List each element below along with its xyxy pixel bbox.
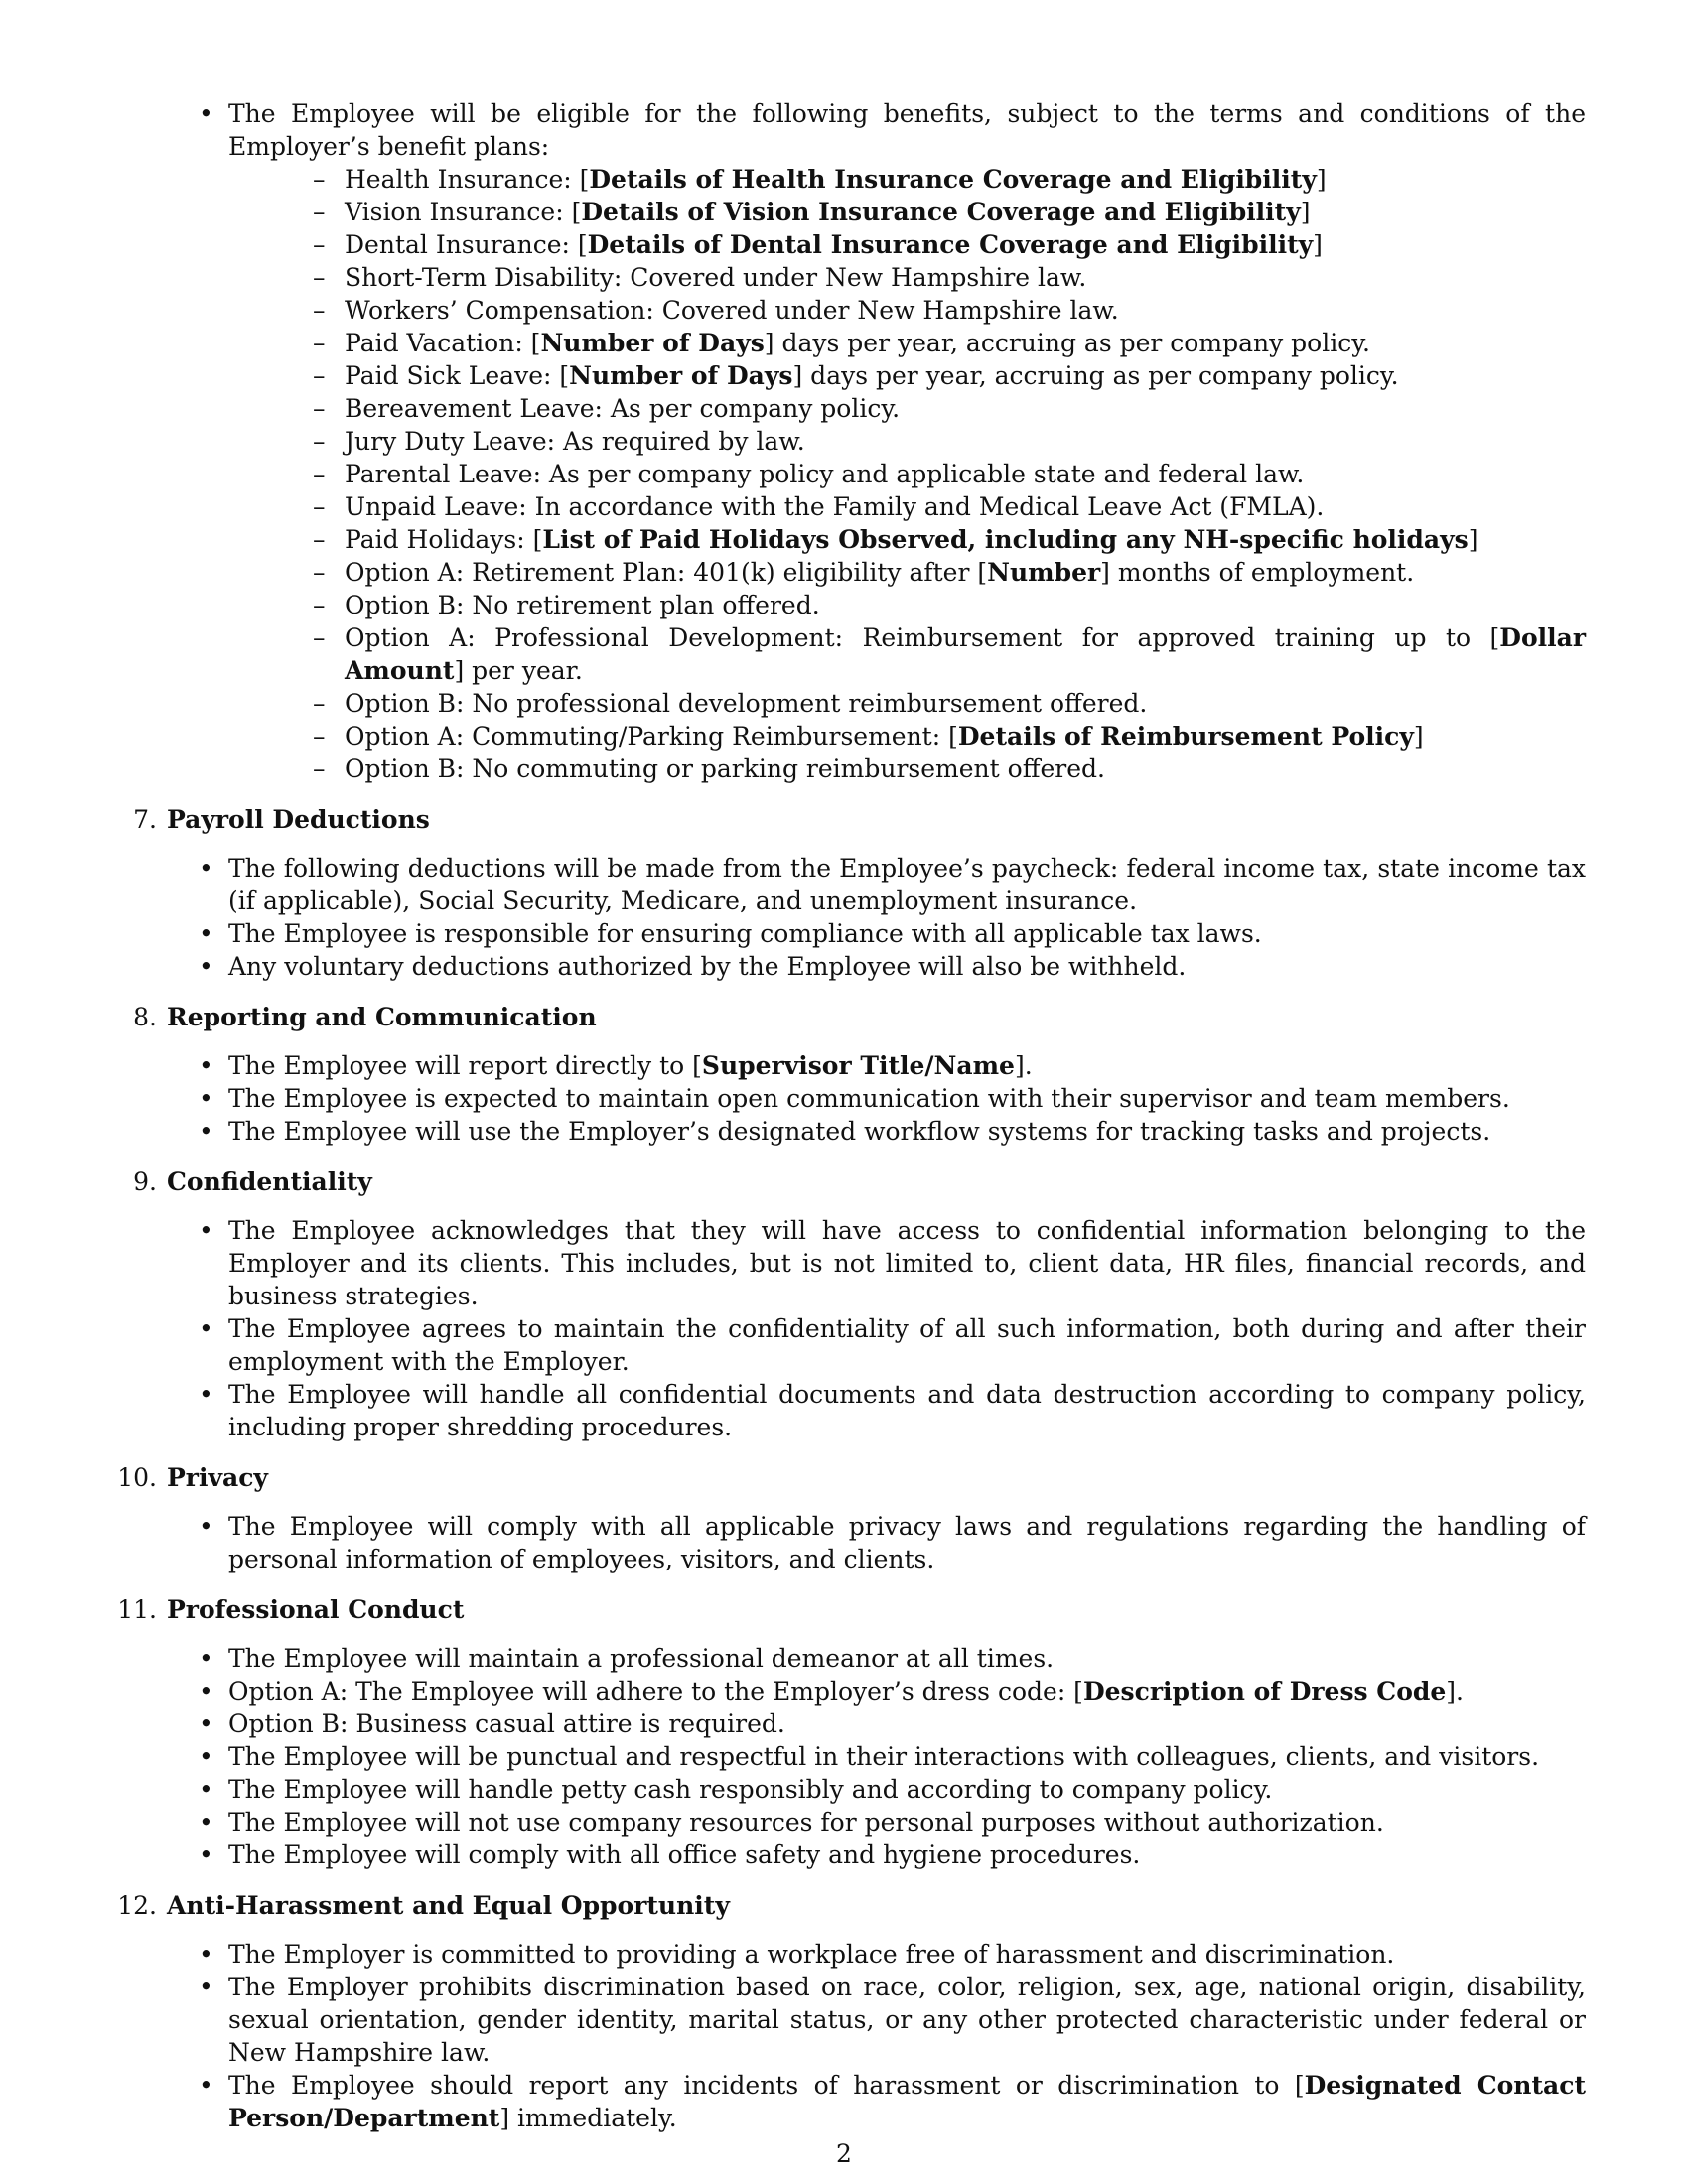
sections.4.items.1-text: Option A: The Employee will adhere to the Employer’s dress code: [ <box>228 1677 1083 1706</box>
dash-bullet: – <box>313 460 326 488</box>
benefits-sublist <box>228 163 1586 785</box>
section-heading <box>117 1593 1586 1626</box>
section-title: Privacy <box>167 1463 268 1492</box>
sections.1.items.0-placeholder: Supervisor Title/Name <box>701 1051 1015 1080</box>
bullet-item <box>164 852 1586 917</box>
dash-bullet: – <box>313 361 326 390</box>
benefit-item <box>228 392 1586 425</box>
benefit-item <box>228 163 1586 196</box>
section-bullets <box>164 1049 1586 1148</box>
benefits.16-placeholder: Details of Reimbursement Policy <box>957 722 1414 751</box>
benefits.9-text: Parental Leave: As per company policy and applicable state and federal law. <box>345 460 1305 488</box>
sections.4.items.5-text: The Employee will not use company resources for personal purposes without authorization. <box>228 1808 1384 1837</box>
sections.5.items.2-text-end: ] immediately. <box>499 2104 677 2132</box>
benefit-item <box>228 196 1586 228</box>
section-number: 12. <box>117 1891 157 1920</box>
sections.4.items.3-text: The Employee will be punctual and respectful in their interactions with colleagues, clients, and visitors. <box>228 1742 1540 1771</box>
sections.5.items.2-text: The Employee should report any incidents of harassment or discrimination to [ <box>228 2071 1305 2100</box>
benefits.17-text: Option B: No commuting or parking reimbursement offered. <box>345 754 1105 783</box>
benefits.10-text: Unpaid Leave: In accordance with the Family and Medical Leave Act (FMLA). <box>345 492 1325 521</box>
section-heading <box>117 1889 1586 1922</box>
bullet-item <box>164 1806 1586 1839</box>
section-bullets <box>164 852 1586 983</box>
benefits.1-text: Vision Insurance: [ <box>345 198 582 226</box>
bullet-item <box>164 1839 1586 1871</box>
benefits.0-text-end: ] <box>1316 165 1327 194</box>
section <box>133 1165 1586 1443</box>
sections.3.items.0-text: The Employee will comply with all applicable privacy laws and regulations regarding the handling of personal information of employees, visitors, and clients. <box>228 1512 1586 1573</box>
sections.1.items.0-text-end: ]. <box>1014 1051 1033 1080</box>
dash-bullet: – <box>313 198 326 226</box>
sections.5.items.0-text: The Employer is committed to providing a workplace free of harassment and discrimination. <box>228 1940 1395 1969</box>
benefits.14-text: Option A: Professional Development: Reimbursement for approved training up to [ <box>345 623 1500 652</box>
benefits.8-text: Jury Duty Leave: As required by law. <box>345 427 805 456</box>
section-number: 8. <box>133 1003 157 1031</box>
section-bullets <box>164 1938 1586 2134</box>
benefits.11-text: Paid Holidays: [ <box>345 525 543 554</box>
benefits.11-text-end: ] <box>1468 525 1478 554</box>
benefits.12-text: Option A: Retirement Plan: 401(k) eligibility after [ <box>345 558 988 587</box>
benefit-item <box>228 327 1586 359</box>
bullet-item <box>164 1938 1586 1971</box>
section-heading <box>133 1001 1586 1033</box>
bullet-item <box>164 1049 1586 1082</box>
benefits.16-text-end: ] <box>1413 722 1424 751</box>
benefit-item <box>228 589 1586 621</box>
benefits.6-text-end: ] days per year, accruing as per company policy. <box>792 361 1399 390</box>
bullet-item <box>164 1740 1586 1773</box>
benefit-item <box>228 294 1586 327</box>
benefits.5-text-end: ] days per year, accruing as per company policy. <box>764 329 1370 357</box>
section-number: 10. <box>117 1463 157 1492</box>
bullet-item <box>164 917 1586 950</box>
sections.1.items.2-text: The Employee will use the Employer’s designated workflow systems for tracking tasks and projects. <box>228 1117 1491 1146</box>
bullet-item <box>164 1312 1586 1378</box>
sections.4.items.4-text: The Employee will handle petty cash responsibly and according to company policy. <box>228 1775 1273 1804</box>
benefit-item <box>228 752 1586 785</box>
bullet-item <box>164 1115 1586 1148</box>
dash-bullet: – <box>313 689 326 718</box>
benefits-intro-text: The Employee will be eligible for the following benefits, subject to the terms and conditions of the Employer’s benefit plans: <box>228 99 1586 161</box>
bullet-item <box>164 1971 1586 2069</box>
sections.4.items.1-text-end: ]. <box>1446 1677 1464 1706</box>
benefits.0-placeholder: Details of Health Insurance Coverage and Eligibility <box>589 165 1317 194</box>
section-number: 9. <box>133 1167 157 1196</box>
dash-bullet: – <box>313 329 326 357</box>
bullet-item <box>164 1707 1586 1740</box>
benefits.14-placeholder: Dollar Amount <box>345 623 1586 685</box>
benefits.2-text-end: ] <box>1313 230 1323 259</box>
benefit-item <box>228 228 1586 261</box>
section <box>117 1889 1586 2134</box>
section-title: Reporting and Communication <box>167 1003 597 1031</box>
benefits.12-placeholder: Number <box>987 558 1101 587</box>
benefits-list <box>164 97 1586 785</box>
benefits-intro <box>164 97 1586 785</box>
dash-bullet: – <box>313 623 326 652</box>
section-title: Professional Conduct <box>167 1595 465 1624</box>
bullet-item <box>164 1378 1586 1443</box>
document-body <box>117 97 1586 2134</box>
sections.1.items.1-text: The Employee is expected to maintain open communication with their supervisor and team members. <box>228 1084 1510 1113</box>
dash-bullet: – <box>313 754 326 783</box>
section-bullets <box>164 1214 1586 1443</box>
sections.4.items.2-text: Option B: Business casual attire is required. <box>228 1709 785 1738</box>
sections.0.items.1-text: The Employee is responsible for ensuring compliance with all applicable tax laws. <box>228 919 1262 948</box>
section <box>133 803 1586 983</box>
bullet-item <box>164 1214 1586 1312</box>
benefit-item <box>228 490 1586 523</box>
benefits.7-text: Bereavement Leave: As per company policy. <box>345 394 901 423</box>
benefits.5-text: Paid Vacation: [ <box>345 329 541 357</box>
benefits.11-placeholder: List of Paid Holidays Observed, including any NH-specific holidays <box>542 525 1469 554</box>
bullet-item <box>164 1675 1586 1707</box>
dash-bullet: – <box>313 492 326 521</box>
dash-bullet: – <box>313 165 326 194</box>
section <box>133 1001 1586 1148</box>
dash-bullet: – <box>313 394 326 423</box>
benefits.16-text: Option A: Commuting/Parking Reimbursement: [ <box>345 722 958 751</box>
benefits.0-text: Health Insurance: [ <box>345 165 590 194</box>
benefits.13-text: Option B: No retirement plan offered. <box>345 591 820 619</box>
section-title: Confidentiality <box>167 1167 372 1196</box>
benefit-item <box>228 523 1586 556</box>
section-bullets <box>164 1642 1586 1871</box>
sections.0.items.0-text: The following deductions will be made from the Employee’s paycheck: federal income tax, state income tax (if applicable), Social Security, Medicare, and unemployment insurance. <box>228 854 1586 915</box>
benefits.4-text: Workers’ Compensation: Covered under New Hampshire law. <box>345 296 1119 325</box>
benefits.2-placeholder: Details of Dental Insurance Coverage and Eligibility <box>587 230 1314 259</box>
benefits.2-text: Dental Insurance: [ <box>345 230 588 259</box>
section <box>117 1593 1586 1871</box>
sections.4.items.6-text: The Employee will comply with all office safety and hygiene procedures. <box>228 1841 1141 1869</box>
section-heading <box>133 803 1586 836</box>
sections-container <box>117 803 1586 2134</box>
benefit-item <box>228 458 1586 490</box>
section-heading <box>117 1461 1586 1494</box>
benefits.6-placeholder: Number of Days <box>569 361 793 390</box>
dash-bullet: – <box>313 591 326 619</box>
benefits.1-text-end: ] <box>1300 198 1311 226</box>
benefits.1-placeholder: Details of Vision Insurance Coverage and Eligibility <box>581 198 1301 226</box>
benefits.14-text-end: ] per year. <box>454 656 583 685</box>
sections.2.items.2-text: The Employee will handle all confidential documents and data destruction according to company policy, including proper shredding procedures. <box>228 1380 1586 1441</box>
dash-bullet: – <box>313 558 326 587</box>
sections.1.items.0-text: The Employee will report directly to [ <box>228 1051 702 1080</box>
section-heading <box>133 1165 1586 1198</box>
section-title: Anti-Harassment and Equal Opportunity <box>167 1891 730 1920</box>
benefits.3-text: Short-Term Disability: Covered under New Hampshire law. <box>345 263 1087 292</box>
benefit-item <box>228 720 1586 752</box>
section-title: Payroll Deductions <box>167 805 430 834</box>
dash-bullet: – <box>313 525 326 554</box>
sections.4.items.1-placeholder: Description of Dress Code <box>1082 1677 1447 1706</box>
dash-bullet: – <box>313 722 326 751</box>
bullet-item <box>164 2069 1586 2134</box>
section <box>117 1461 1586 1575</box>
benefit-item <box>228 359 1586 392</box>
benefit-item <box>228 261 1586 294</box>
sections.4.items.0-text: The Employee will maintain a professional demeanor at all times. <box>228 1644 1055 1673</box>
dash-bullet: – <box>313 263 326 292</box>
benefit-item <box>228 556 1586 589</box>
page-number: 2 <box>836 2139 852 2168</box>
section-bullets <box>164 1510 1586 1575</box>
bullet-item <box>164 1082 1586 1115</box>
bullet-item <box>164 950 1586 983</box>
benefits.15-text: Option B: No professional development reimbursement offered. <box>345 689 1148 718</box>
sections.5.items.1-text: The Employer prohibits discrimination based on race, color, religion, sex, age, national origin, disability, sexual orientation, gender identity, marital status, or any other protected characteristic under federal or New Hampshire law. <box>228 1973 1586 2067</box>
benefits.12-text-end: ] months of employment. <box>1100 558 1415 587</box>
bullet-item <box>164 1510 1586 1575</box>
sections.0.items.2-text: Any voluntary deductions authorized by the Employee will also be withheld. <box>228 952 1187 981</box>
benefits.6-text: Paid Sick Leave: [ <box>345 361 570 390</box>
dash-bullet: – <box>313 230 326 259</box>
bullet-item <box>164 1642 1586 1675</box>
dash-bullet: – <box>313 296 326 325</box>
dash-bullet: – <box>313 427 326 456</box>
section-number: 11. <box>117 1595 157 1624</box>
sections.2.items.0-text: The Employee acknowledges that they will have access to confidential information belonging to the Employer and its clients. This includes, but is not limited to, client data, HR files, financial records, and business strategies. <box>228 1216 1586 1310</box>
sections.5.items.2-placeholder: Designated Contact Person/Department <box>228 2071 1586 2132</box>
benefit-item <box>228 687 1586 720</box>
section-number: 7. <box>133 805 157 834</box>
bullet-item <box>164 1773 1586 1806</box>
benefit-item <box>228 425 1586 458</box>
benefits.5-placeholder: Number of Days <box>540 329 765 357</box>
sections.2.items.1-text: The Employee agrees to maintain the confidentiality of all such information, both during and after their employment with the Employer. <box>228 1314 1586 1376</box>
benefit-item <box>228 621 1586 687</box>
